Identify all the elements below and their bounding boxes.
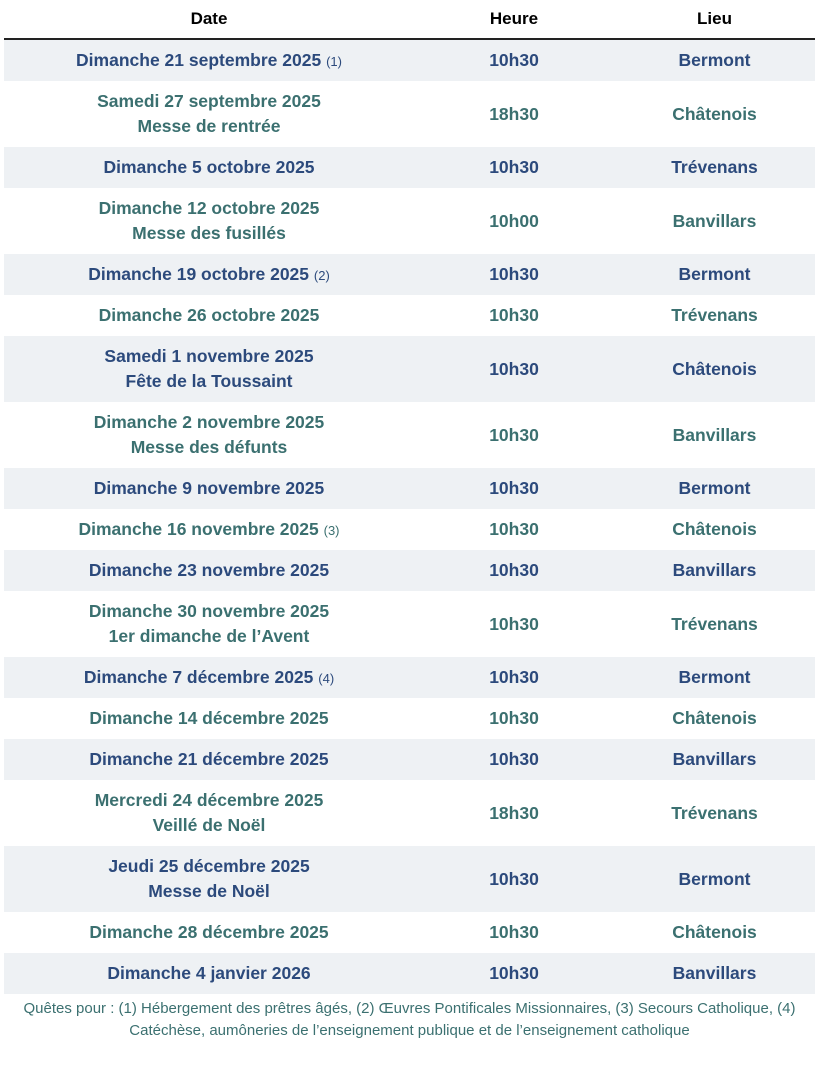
time-cell: 10h30 [489, 424, 539, 445]
place-cell: Châtenois [614, 336, 815, 402]
date-text: Dimanche 26 octobre 2025 [98, 305, 320, 325]
date-cell [4, 953, 414, 994]
place-cell: Banvillars [672, 210, 757, 231]
table-row [4, 81, 815, 147]
date-cell [4, 295, 414, 336]
date-text: Jeudi 25 décembre 2025 [108, 856, 310, 876]
table-row [4, 780, 815, 846]
occasion-text: Messe de rentrée [137, 116, 281, 136]
occasion-text: Fête de la Toussaint [125, 371, 293, 391]
table-row [4, 591, 815, 657]
table-row [4, 295, 815, 336]
date-text: Dimanche 21 septembre 2025 [76, 49, 322, 70]
date-text: Dimanche 4 janvier 2026 [107, 963, 311, 983]
footnote-marker: (2) [313, 267, 330, 283]
table-row [4, 550, 815, 591]
table-row [4, 254, 815, 295]
time-cell: 18h30 [489, 802, 539, 823]
date-text: Dimanche 12 octobre 2025 [98, 198, 320, 218]
time-cell: 10h30 [489, 305, 539, 325]
table-row [4, 739, 815, 780]
table-row [4, 912, 815, 953]
date-text: Dimanche 28 décembre 2025 [89, 922, 329, 942]
place-cell: Châtenois [672, 103, 757, 124]
occasion-text: Messe des défunts [130, 437, 288, 457]
table-row [4, 147, 815, 188]
time-cell: 10h30 [414, 657, 614, 698]
place-cell: Trévenans [614, 147, 815, 188]
date-text: Dimanche 7 décembre 2025 [83, 666, 314, 687]
place-cell: Châtenois [672, 519, 757, 539]
date-cell [4, 254, 414, 295]
place-cell: Banvillars [614, 953, 815, 994]
place-cell: Châtenois [672, 708, 757, 728]
place-cell: Bermont [614, 39, 815, 81]
date-cell [4, 147, 414, 188]
place-cell: Banvillars [672, 424, 757, 445]
date-text: Dimanche 9 novembre 2025 [93, 478, 325, 498]
footnote-marker: (3) [323, 522, 340, 538]
place-cell: Trévenans [671, 305, 758, 325]
occasion-text: 1er dimanche de l’Avent [108, 626, 310, 646]
date-text: Samedi 27 septembre 2025 [97, 91, 321, 111]
time-cell: 10h30 [414, 147, 614, 188]
date-cell [4, 188, 414, 254]
occasion-text: Veillé de Noël [152, 815, 266, 835]
date-text: Dimanche 16 novembre 2025 [78, 518, 319, 539]
date-text: Dimanche 14 décembre 2025 [89, 708, 329, 728]
table-row [4, 953, 815, 994]
footnote-marker: (4) [318, 670, 335, 686]
date-cell [4, 509, 414, 550]
date-cell [4, 39, 414, 81]
date-cell [4, 402, 414, 468]
time-cell: 10h30 [489, 922, 539, 942]
date-cell [4, 739, 414, 780]
time-cell: 10h30 [414, 254, 614, 295]
date-text: Dimanche 2 novembre 2025 [93, 412, 325, 432]
table-row [4, 657, 815, 698]
place-cell: Bermont [614, 468, 815, 509]
schedule-rows [4, 39, 815, 994]
time-cell: 10h30 [414, 953, 614, 994]
time-cell: 10h30 [414, 39, 614, 81]
table-header-row [4, 0, 815, 39]
date-text: Dimanche 5 octobre 2025 [103, 157, 315, 177]
date-cell [4, 591, 414, 657]
table-row [4, 188, 815, 254]
header-time: Heure [414, 0, 614, 39]
table-row [4, 39, 815, 81]
table-row [4, 336, 815, 402]
date-text: Dimanche 23 novembre 2025 [88, 560, 330, 580]
header-place: Lieu [614, 0, 815, 39]
time-cell: 10h30 [414, 739, 614, 780]
date-text: Dimanche 19 octobre 2025 [88, 263, 310, 284]
time-cell: 10h30 [489, 519, 539, 539]
time-cell: 10h30 [489, 708, 539, 728]
table-row [4, 846, 815, 912]
date-cell [4, 336, 414, 402]
time-cell: 10h30 [414, 468, 614, 509]
date-cell [4, 780, 414, 846]
date-text: Mercredi 24 décembre 2025 [94, 790, 324, 810]
date-cell [4, 81, 414, 147]
occasion-text: Messe des fusillés [132, 223, 286, 243]
collection-footnote: Quêtes pour : (1) Hébergement des prêtres âgés, (2) Œuvres Pontificales Missionnaires, (3) Secours Catholique, (4) Catéchèse, aumôneries de l’enseignement publique et de l’enseignement catholique [23, 1000, 796, 1039]
place-cell: Banvillars [614, 739, 815, 780]
table-row [4, 468, 815, 509]
date-cell [4, 846, 414, 912]
time-cell: 10h30 [489, 613, 539, 634]
table-row [4, 402, 815, 468]
place-cell: Trévenans [671, 802, 758, 823]
time-cell: 10h30 [414, 550, 614, 591]
place-cell: Châtenois [672, 922, 757, 942]
table-row [4, 698, 815, 739]
place-cell: Bermont [614, 846, 815, 912]
table-row [4, 509, 815, 550]
date-cell [4, 912, 414, 953]
date-text: Dimanche 30 novembre 2025 [88, 601, 330, 621]
date-cell [4, 550, 414, 591]
date-text: Dimanche 21 décembre 2025 [89, 749, 329, 769]
place-cell: Bermont [614, 657, 815, 698]
occasion-text: Messe de Noël [148, 881, 270, 901]
place-cell: Trévenans [671, 613, 758, 634]
time-cell: 18h30 [489, 103, 539, 124]
date-text: Samedi 1 novembre 2025 [104, 346, 314, 366]
place-cell: Banvillars [614, 550, 815, 591]
date-cell [4, 698, 414, 739]
footnote-marker: (1) [326, 53, 342, 69]
date-cell [4, 468, 414, 509]
header-date: Date [4, 0, 414, 39]
time-cell: 10h30 [414, 846, 614, 912]
time-cell: 10h00 [489, 210, 539, 231]
mass-schedule-table [4, 0, 815, 994]
date-cell [4, 657, 414, 698]
place-cell: Bermont [614, 254, 815, 295]
time-cell: 10h30 [414, 336, 614, 402]
